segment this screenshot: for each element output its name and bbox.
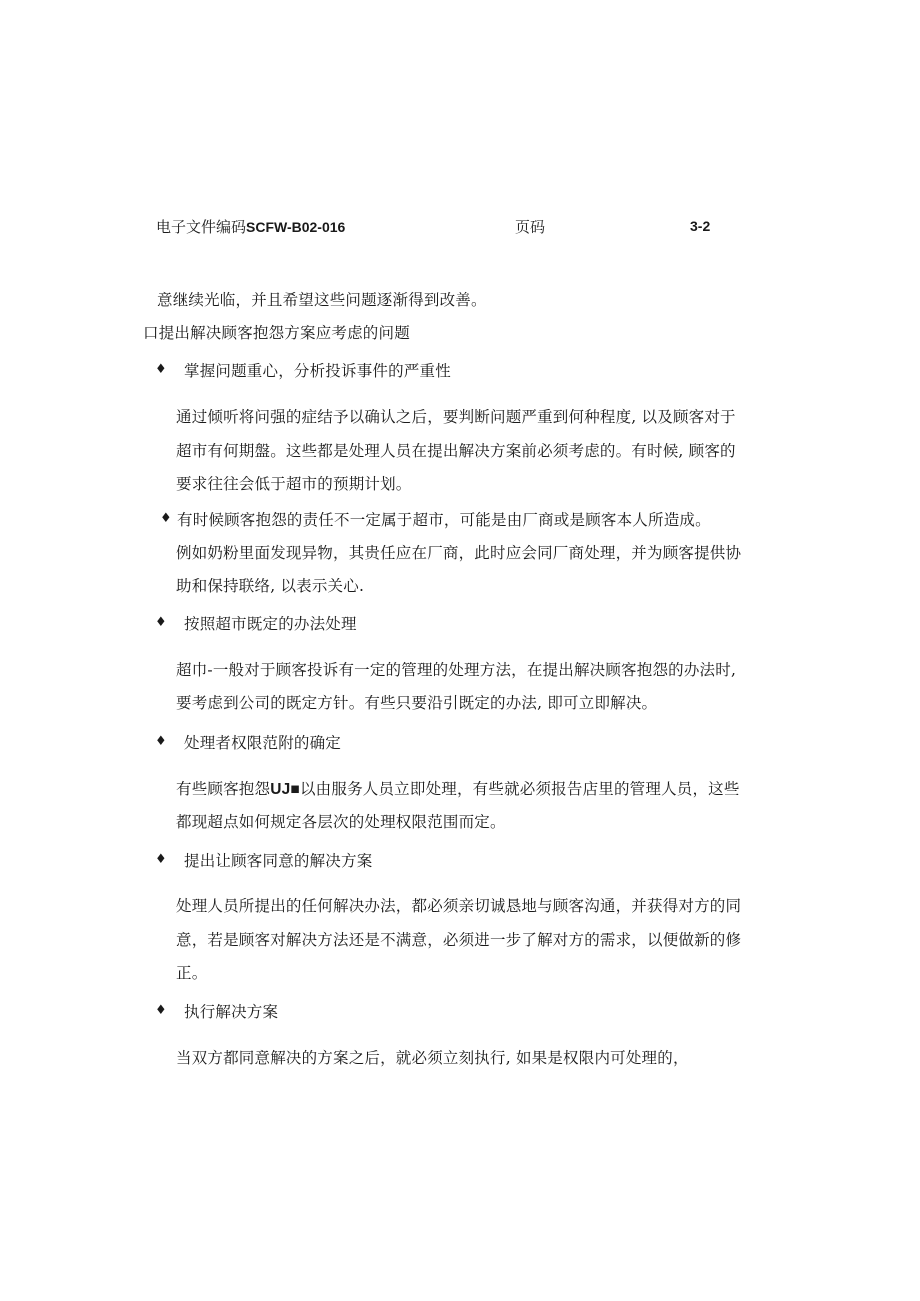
paragraph-prefix: 有些顾客抱怨: [176, 780, 271, 798]
page-label: 页码: [515, 218, 546, 236]
paragraph-line: 通过倾听将问强的症结予以确认之后，要判断问题严重到何种程度, 以及顾客对于: [176, 408, 736, 426]
section-title: 口提出解决顾客抱怨方案应考虑的问题: [143, 324, 410, 342]
file-code-value: SCFW-B02-016: [246, 219, 346, 235]
bullet-icon: ♦: [155, 615, 167, 630]
paragraph-bold-fragment: UJ■: [270, 781, 300, 798]
bullet-icon: ♦: [160, 511, 172, 526]
bullet-icon: ♦: [155, 852, 167, 867]
paragraph-line: 超市有何期盤。这些都是处理人员在提出解决方案前必须考虑的。有时候, 顾客的: [176, 442, 736, 460]
item-heading: 提出让顾客同意的解决方案: [184, 852, 373, 870]
bullet-icon: ♦: [155, 362, 167, 377]
paragraph-line: 意，若是顾客对解决方法还是不满意，必须进一步了解对方的需求，以便做新的修: [176, 931, 742, 949]
paragraph-line: 例如奶粉里面发现异物，其贵任应在厂商，此时应会同厂商处理，并为顾客提供协: [176, 544, 742, 562]
file-code-field: [156, 216, 345, 237]
paragraph-line: 超巾-一般对于顾客投诉有一定的管理的处理方法，在提出解决顾客抱怨的办法时,: [176, 661, 737, 679]
paragraph-line: 当双方都同意解决的方案之后，就必须立刻执行, 如果是权限内可处理的，: [176, 1049, 689, 1067]
bullet-icon: ♦: [155, 734, 167, 749]
paragraph-line: 要考虑到公司的既定方针。有些只要沿引既定的办法, 即可立即解决。: [176, 694, 658, 712]
paragraph-line: 正。: [176, 964, 208, 982]
paragraph-line: 要求往往会低于超市的预期计划。: [176, 475, 412, 493]
paragraph-line: 处理人员所提出的任何解决办法，都必须亲切诚恳地与顾客沟通，并获得对方的同: [176, 897, 742, 915]
item-heading: 有时候顾客抱怨的责任不一定属于超市，可能是由厂商或是顾客本人所造成。: [177, 511, 711, 529]
item-heading: 掌握问题重心，分析投诉事件的严重性: [184, 362, 451, 380]
item-heading: 执行解决方案: [184, 1003, 279, 1021]
paragraph-line: 都现超点如何规定各层次的处理权限范围而定。: [176, 813, 506, 831]
file-code-label: 电子文件编码: [156, 218, 247, 236]
continuation-text: 意继续光临，并且希望这些问题逐渐得到改善。: [157, 291, 487, 309]
paragraph-line: 助和保持联络, 以表示关心.: [176, 577, 365, 595]
paragraph-line: [176, 777, 740, 799]
page-number: 3-2: [690, 218, 711, 234]
bullet-icon: ♦: [155, 1003, 167, 1018]
paragraph-suffix: 以由服务人员立即处理，有些就必须报告店里的管理人员，这些: [299, 780, 740, 798]
item-heading: 按照超市既定的办法处理: [184, 615, 357, 633]
item-heading: 处理者权限范附的确定: [184, 734, 342, 752]
